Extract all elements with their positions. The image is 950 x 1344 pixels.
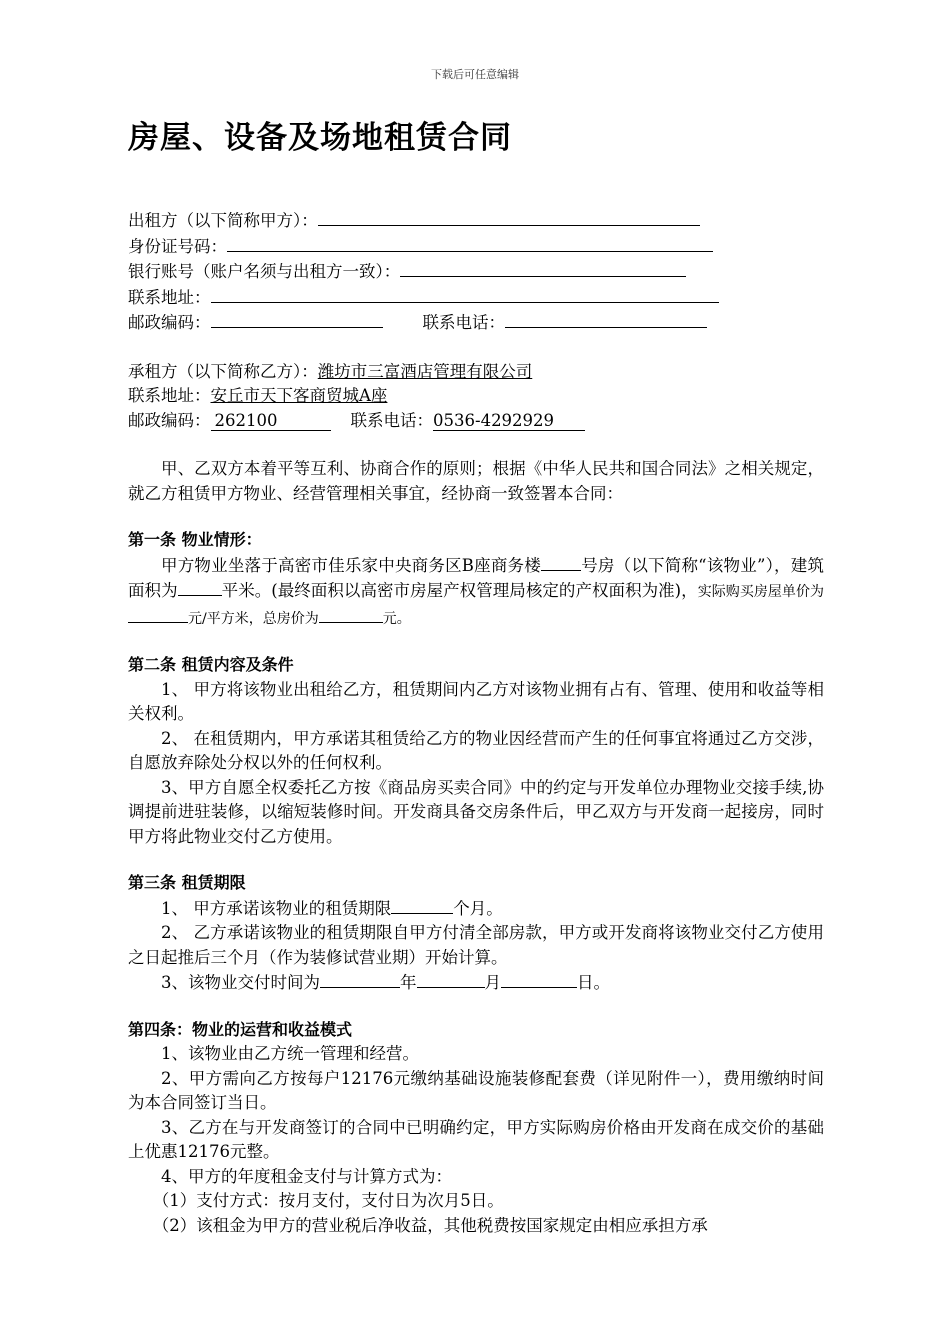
- lessee-postcode-value: 262100: [211, 412, 331, 431]
- article-4-item-1: 1、该物业由乙方统一管理和经营。: [161, 1044, 419, 1063]
- article-2-title: 第二条 租赁内容及条件: [128, 655, 294, 674]
- lessee-name-value: 潍坊市三富酒店管理有限公司: [317, 361, 533, 381]
- lessee-name-line: [128, 360, 824, 385]
- lessee-address-label: 联系地址：: [128, 386, 211, 405]
- lessor-phone-blank[interactable]: [505, 310, 707, 328]
- lessee-contact-line: [128, 409, 824, 434]
- article-1-text-f: 元。: [382, 610, 411, 627]
- contract-title: 房屋、设备及场地租赁合同: [128, 120, 512, 156]
- handover-year-blank[interactable]: [320, 970, 400, 988]
- lessor-address-line: [128, 285, 824, 311]
- lessee-name-label: 承租方（以下简称乙方）：: [128, 361, 318, 381]
- article-1-paragraph: [128, 553, 824, 632]
- article-1-title: 第一条 物业情形：: [128, 530, 262, 549]
- lessee-phone-label: 联系电话：: [350, 410, 433, 430]
- article-4-sub-2: （2）该租金为甲方的营业税后净收益，其他税费按国家规定由相应承担方承: [152, 1215, 708, 1235]
- lessor-address-blank[interactable]: [211, 285, 719, 303]
- lessee-postcode-label: 邮政编码：: [128, 410, 211, 430]
- area-blank[interactable]: [178, 578, 222, 596]
- article-3-item-1-text: 1、 甲方承诺该物业的租赁期限: [161, 898, 392, 918]
- article-4-title: 第四条：物业的运营和收益模式: [128, 1019, 353, 1039]
- room-number-blank[interactable]: [541, 553, 581, 571]
- lessor-name-label: 出租方（以下简称甲方）：: [128, 211, 318, 230]
- article-2-item-1: 1、 甲方将该物业出租给乙方，租赁期间内乙方对该物业拥有占有、管理、使用和收益等相关权利。: [128, 679, 824, 723]
- article-3-item-2: 2、 乙方承诺该物业的租赁期限自甲方付清全部房款，甲方或开发商将该物业交付乙方使用之日起推后三个月（作为装修试营业期）开始计算。: [128, 923, 824, 967]
- article-4-sub-1: （1）支付方式：按月支付，支付日为次月5日。: [152, 1191, 504, 1210]
- page-header-note: 下载后可任意编辑: [431, 68, 519, 81]
- article-2-item-2: 2、 在租赁期内，甲方承诺其租赁给乙方的物业因经营而产生的任何事宜将通过乙方交涉，自愿放弃除处分权以外的任何权利。: [128, 728, 824, 772]
- article-4-item-3: 3、乙方在与开发商签订的合同中已明确约定，甲方实际购房价格由开发商在成交价的基础上优惠12176元整。: [128, 1117, 824, 1161]
- lessor-postcode-label: 邮政编码：: [128, 313, 211, 332]
- article-4-item-2: 2、甲方需向乙方按每户12176元缴纳基础设施装修配套费（详见附件一），费用缴纳时间为本合同签订当日。: [128, 1068, 824, 1112]
- lessee-address-value: 安丘市天下客商贸城A座: [210, 386, 388, 405]
- lease-months-blank[interactable]: [391, 896, 453, 914]
- article-1-text-e: 元/平方米，总房价为: [188, 610, 319, 627]
- article-1-text-d: 实际购买房屋单价为: [697, 584, 825, 600]
- unit-price-blank[interactable]: [128, 605, 188, 623]
- article-3-item-1-suffix: 个月。: [453, 898, 503, 918]
- article-3-title: 第三条 租赁期限: [128, 873, 246, 892]
- total-price-blank[interactable]: [319, 605, 383, 623]
- article-3-item-1: [128, 896, 824, 922]
- article-3-item-3: [128, 970, 824, 996]
- lessor-bank-blank[interactable]: [400, 259, 686, 277]
- day-label: 日。: [577, 973, 610, 992]
- lessee-phone-value: 0536-4292929: [433, 412, 585, 431]
- lessor-id-label: 身份证号码：: [128, 236, 227, 256]
- month-label: 月: [484, 973, 501, 992]
- article-2-item-3: 3、甲方自愿全权委托乙方按《商品房买卖合同》中的约定与开发单位办理物业交接手续,协调提前进驻装修，以缩短装修时间。开发商具备交房条件后，甲乙双方与开发商一起接房，同时甲方将此物业交付乙方使用。: [128, 777, 824, 846]
- lessor-id-line: [128, 234, 824, 260]
- handover-day-blank[interactable]: [501, 970, 577, 988]
- article-1-text-c: 平米。(最终面积以高密市房屋产权管理局核定的产权面积为准)，: [221, 581, 698, 600]
- lessor-phone-label: 联系电话：: [422, 313, 505, 332]
- lessor-name-blank[interactable]: [318, 208, 700, 226]
- lessor-name-line: [128, 208, 824, 234]
- contract-body: [128, 208, 824, 1238]
- lessor-id-blank[interactable]: [227, 234, 713, 252]
- article-1-text-a: 甲方物业坐落于高密市佳乐家中央商务区B座商务楼: [161, 555, 541, 575]
- handover-month-blank[interactable]: [417, 970, 485, 988]
- lessor-contact-line: [128, 310, 824, 336]
- lessee-address-line: [128, 384, 824, 409]
- intro-paragraph: 甲、乙双方本着平等互利、协商合作的原则；根据《中华人民共和国合同法》之相关规定，就乙方租赁甲方物业、经营管理相关事宜，经协商一致签署本合同：: [128, 459, 824, 503]
- article-1-text-b: 号房（以下简称“该物业”），建筑面积为: [128, 555, 824, 600]
- lessor-postcode-blank[interactable]: [211, 310, 383, 328]
- article-3-item-3-text: 3、该物业交付时间为: [161, 973, 320, 992]
- article-4-item-4: 4、甲方的年度租金支付与计算方式为：: [161, 1166, 452, 1186]
- lessor-address-label: 联系地址：: [128, 287, 211, 307]
- year-label: 年: [400, 973, 417, 992]
- lessor-bank-label: 银行账号（账户名须与出租方一致）：: [128, 262, 401, 281]
- lessor-bank-line: [128, 259, 824, 285]
